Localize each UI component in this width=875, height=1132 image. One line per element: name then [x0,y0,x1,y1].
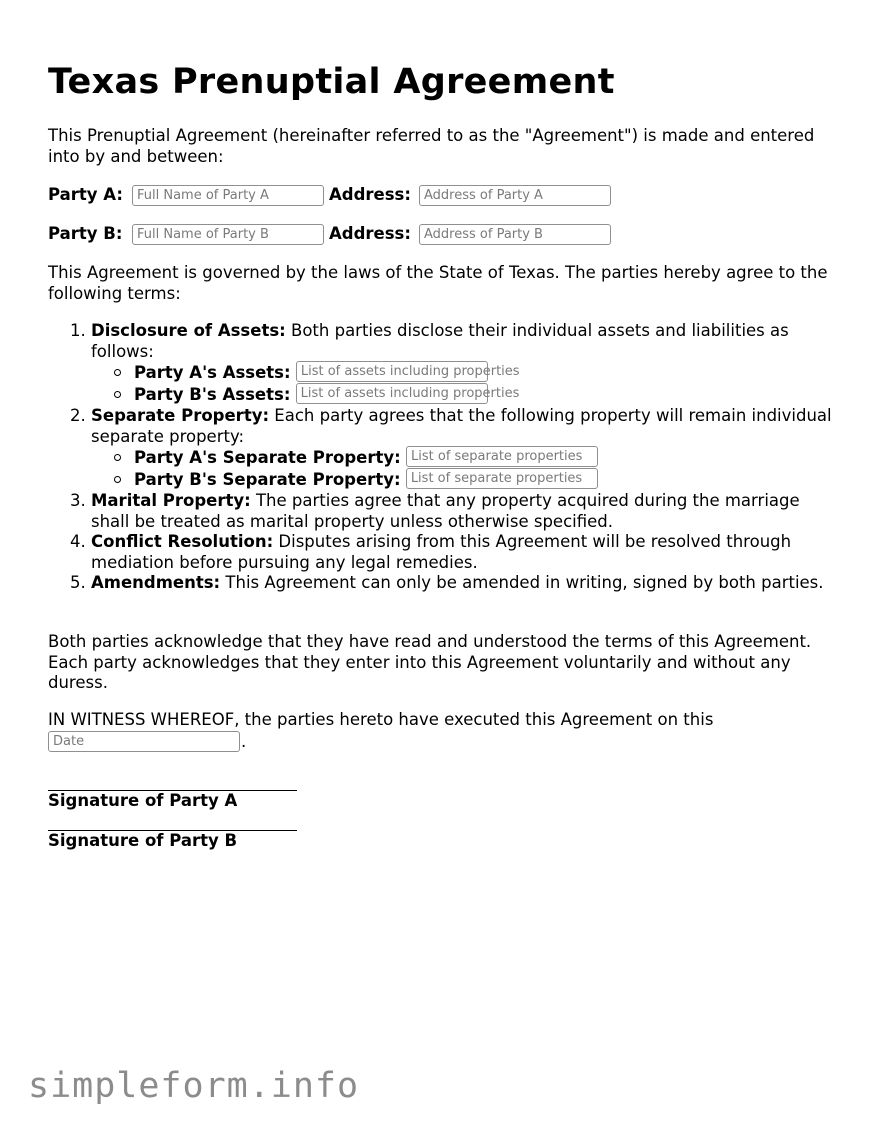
witness-text: IN WITNESS WHEREOF, the parties hereto have executed this Agreement on this [48,710,714,729]
party-b-label: Party B: [48,224,123,243]
term-text: Disputes arising from this Agreement will be resolved through mediation before pursuing any legal remedies. [91,532,792,572]
party-a-address-label: Address: [329,185,411,204]
party-a-address-input[interactable]: Address of Party A [419,185,611,206]
term-heading: Amendments: [91,573,221,592]
witness-paragraph [48,710,838,731]
signature-label-party-a: Signature of Party A [48,791,238,810]
party-b-assets-label: Party B's Assets: [134,385,291,404]
term-text: The parties agree that any property acquired during the marriage shall be treated as marital property unless otherwise specified. [91,491,800,531]
term-text: This Agreement can only be amended in writing, signed by both parties. [220,573,824,592]
party-b-separate-property-label: Party B's Separate Property: [134,470,401,489]
date-input[interactable]: Date [48,731,240,752]
witness-period: . [241,732,247,751]
term-heading: Conflict Resolution: [91,532,274,551]
signature-label-party-b: Signature of Party B [48,831,238,850]
term-heading: Separate Property: [91,406,270,425]
term-separate-property [91,406,838,491]
acknowledgement-paragraph: Both parties acknowledge that they have read and understood the terms of this Agreement. Each party acknowledges that they enter into this Agreement voluntarily and without any duress. [48,632,812,692]
circle-bullet-icon [114,454,121,461]
party-a-label: Party A: [48,185,123,204]
term-amendments [91,573,838,594]
party-b-name-input[interactable]: Full Name of Party B [132,224,324,245]
party-b-assets-input[interactable]: List of assets including properties [296,383,488,404]
party-b-separate-property-input[interactable]: List of separate properties [406,468,598,489]
term-marital-property [91,491,838,532]
party-b-address-input[interactable]: Address of Party B [419,224,611,245]
party-a-row [48,183,838,207]
term-conflict-resolution [91,532,838,573]
governing-law-paragraph: This Agreement is governed by the laws of the State of Texas. The parties hereby agree to the following terms: [48,263,828,303]
circle-bullet-icon [114,391,121,398]
term-heading: Disclosure of Assets: [91,321,286,340]
party-a-separate-property-item [91,447,838,469]
assets-sublist [91,362,838,406]
party-a-assets-label: Party A's Assets: [134,363,291,382]
party-b-separate-property-item [91,469,838,491]
separate-property-sublist [91,447,838,491]
party-a-name-input[interactable]: Full Name of Party A [132,185,324,206]
party-b-assets-item [91,384,838,406]
watermark-text: simpleform.info [28,1066,360,1106]
document-title: Texas Prenuptial Agreement [48,62,615,102]
term-heading: Marital Property: [91,491,251,510]
intro-paragraph: This Prenuptial Agreement (hereinafter referred to as the "Agreement") is made and entered into by and between: [48,126,815,166]
party-a-assets-input[interactable]: List of assets including properties [296,361,488,382]
party-b-row [48,222,838,246]
party-a-separate-property-label: Party A's Separate Property: [134,448,401,467]
party-b-address-label: Address: [329,224,411,243]
term-text: Each party agrees that the following property will remain individual separate property: [91,406,832,446]
term-text: Both parties disclose their individual assets and liabilities as follows: [91,321,789,361]
circle-bullet-icon [114,476,121,483]
terms-list [48,321,838,594]
party-a-separate-property-input[interactable]: List of separate properties [406,446,598,467]
term-disclosure-of-assets [91,321,838,406]
party-a-assets-item [91,362,838,384]
circle-bullet-icon [114,369,121,376]
